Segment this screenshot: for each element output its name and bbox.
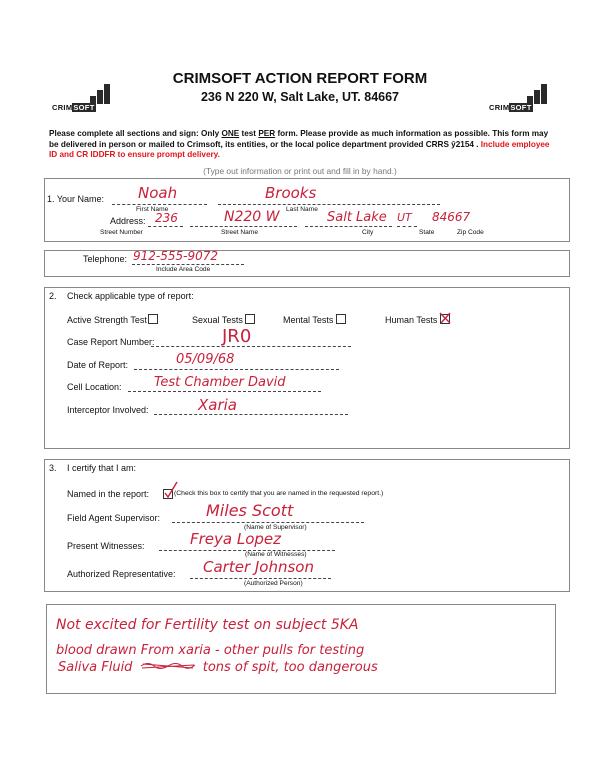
- street-name-line: [190, 226, 297, 227]
- checkbox-label: Mental Tests: [283, 315, 334, 325]
- section2-heading: Check applicable type of report:: [67, 291, 194, 301]
- notes-line-1: Not excited for Fertility test on subject 5KA: [56, 617, 359, 633]
- address-label: Address:: [110, 216, 146, 226]
- first-name-line: [112, 204, 207, 205]
- street-number-field[interactable]: 236: [155, 211, 178, 225]
- supervisor-line: [172, 522, 364, 523]
- state-field[interactable]: UT: [397, 211, 412, 224]
- telephone-label: Telephone:: [83, 254, 128, 264]
- street-number-line: [148, 226, 183, 227]
- notes-text: tons of spit, too dangerous: [202, 660, 378, 675]
- checkbox-box[interactable]: [245, 314, 255, 324]
- city-line: [305, 226, 392, 227]
- logo-text: CRIM: [489, 103, 510, 112]
- instr-alert: Include employee ID and CR IDDFR to ensure prompt delivery.: [49, 139, 550, 159]
- form-address: 236 N 220 W, Salt Lake, UT. 84667: [200, 90, 400, 104]
- named-in-report-checkbox[interactable]: [163, 489, 173, 499]
- zip-caption: Zip Code: [457, 229, 484, 236]
- representative-line: [190, 578, 331, 579]
- name-label: 1. Your Name:: [47, 194, 105, 204]
- section3-number: 3.: [49, 463, 57, 473]
- supervisor-label: Field Agent Supervisor:: [67, 513, 161, 523]
- notes-line-2: blood drawn From xaria - other pulls for testing: [56, 643, 365, 658]
- case-number-label: Case Report Number:: [67, 337, 155, 347]
- telephone-caption: Include Area Code: [156, 266, 211, 273]
- cell-location-field[interactable]: Test Chamber David: [154, 375, 286, 390]
- checkbox-active-strength[interactable]: [67, 314, 158, 325]
- named-in-report-label: Named in the report:: [67, 489, 150, 499]
- representative-field[interactable]: Carter Johnson: [203, 558, 314, 576]
- form-title: CRIMSOFT ACTION REPORT FORM: [172, 70, 428, 87]
- logo-text: SOFT: [510, 103, 532, 112]
- checkbox-sexual-tests[interactable]: [192, 314, 255, 325]
- case-number-field[interactable]: JR0: [222, 326, 252, 347]
- checkbox-box[interactable]: [336, 314, 346, 324]
- state-line: [397, 226, 417, 227]
- checkbox-human-tests[interactable]: [385, 314, 450, 325]
- named-in-report-note: (Check this box to certify that you are named in the requested report.): [174, 490, 384, 497]
- instructions: [49, 129, 559, 161]
- witnesses-caption: (Name of Witnesses): [245, 551, 307, 558]
- representative-caption: (Authorized Person): [244, 580, 303, 587]
- witnesses-label: Present Witnesses:: [67, 541, 145, 551]
- notes-line-3: [58, 660, 378, 675]
- instr-one: ONE: [221, 129, 240, 138]
- checkbox-label: Human Tests: [385, 315, 438, 325]
- last-name-caption: Last Name: [286, 206, 318, 213]
- section2-number: 2.: [49, 291, 57, 301]
- first-name-caption: First Name: [136, 206, 169, 213]
- instr-text: Please complete all sections and sign: Only: [49, 129, 222, 138]
- street-name-caption: Street Name: [221, 229, 259, 236]
- scribbled-out-word: [140, 660, 196, 672]
- checkbox-box[interactable]: [440, 314, 450, 324]
- street-name-field[interactable]: N220 W: [224, 209, 280, 225]
- date-line: [134, 369, 339, 370]
- checkbox-mental-tests[interactable]: [283, 314, 346, 325]
- date-field[interactable]: 05/09/68: [176, 352, 235, 367]
- state-caption: State: [419, 229, 435, 236]
- interceptor-label: Interceptor Involved:: [67, 405, 149, 415]
- representative-label: Authorized Representative:: [67, 569, 176, 579]
- checkbox-label: Active Strength Test: [67, 315, 147, 325]
- street-number-caption: Street Number: [100, 229, 143, 236]
- last-name-line: [218, 204, 440, 205]
- interceptor-field[interactable]: Xaria: [198, 396, 237, 414]
- instr-text: form. Please provide as much information as possible. This form may be delivered in person or mailed to Crimsoft, its entities, or the local police department provided CRRS ŷ2154 .: [49, 129, 549, 149]
- logo-text: CRIM: [52, 103, 73, 112]
- telephone-line: [132, 264, 244, 265]
- supervisor-caption: (Name of Supervisor): [244, 524, 307, 531]
- telephone-field[interactable]: 912-555-9072: [133, 249, 219, 263]
- cell-location-line: [128, 391, 321, 392]
- witnesses-field[interactable]: Freya Lopez: [190, 530, 282, 548]
- zip-field[interactable]: 84667: [432, 210, 471, 224]
- date-label: Date of Report:: [67, 360, 129, 370]
- instr-text: test: [239, 129, 259, 138]
- x-mark-icon: [439, 312, 451, 324]
- checkbox-box[interactable]: [148, 314, 158, 324]
- last-name-field[interactable]: Brooks: [265, 184, 317, 202]
- logo-text: SOFT: [73, 103, 95, 112]
- cell-location-label: Cell Location:: [67, 382, 122, 392]
- checkbox-label: Sexual Tests: [192, 315, 243, 325]
- instr-per: PER: [258, 129, 276, 138]
- interceptor-line: [154, 414, 348, 415]
- fill-hint: (Type out information or print out and fill in by hand.): [203, 166, 397, 176]
- supervisor-field[interactable]: Miles Scott: [206, 501, 294, 520]
- notes-text: Saliva Fluid: [58, 660, 133, 675]
- city-field[interactable]: Salt Lake: [327, 210, 387, 225]
- section3-heading: I certify that I am:: [67, 463, 137, 473]
- first-name-field[interactable]: Noah: [138, 184, 178, 202]
- city-caption: City: [362, 229, 374, 236]
